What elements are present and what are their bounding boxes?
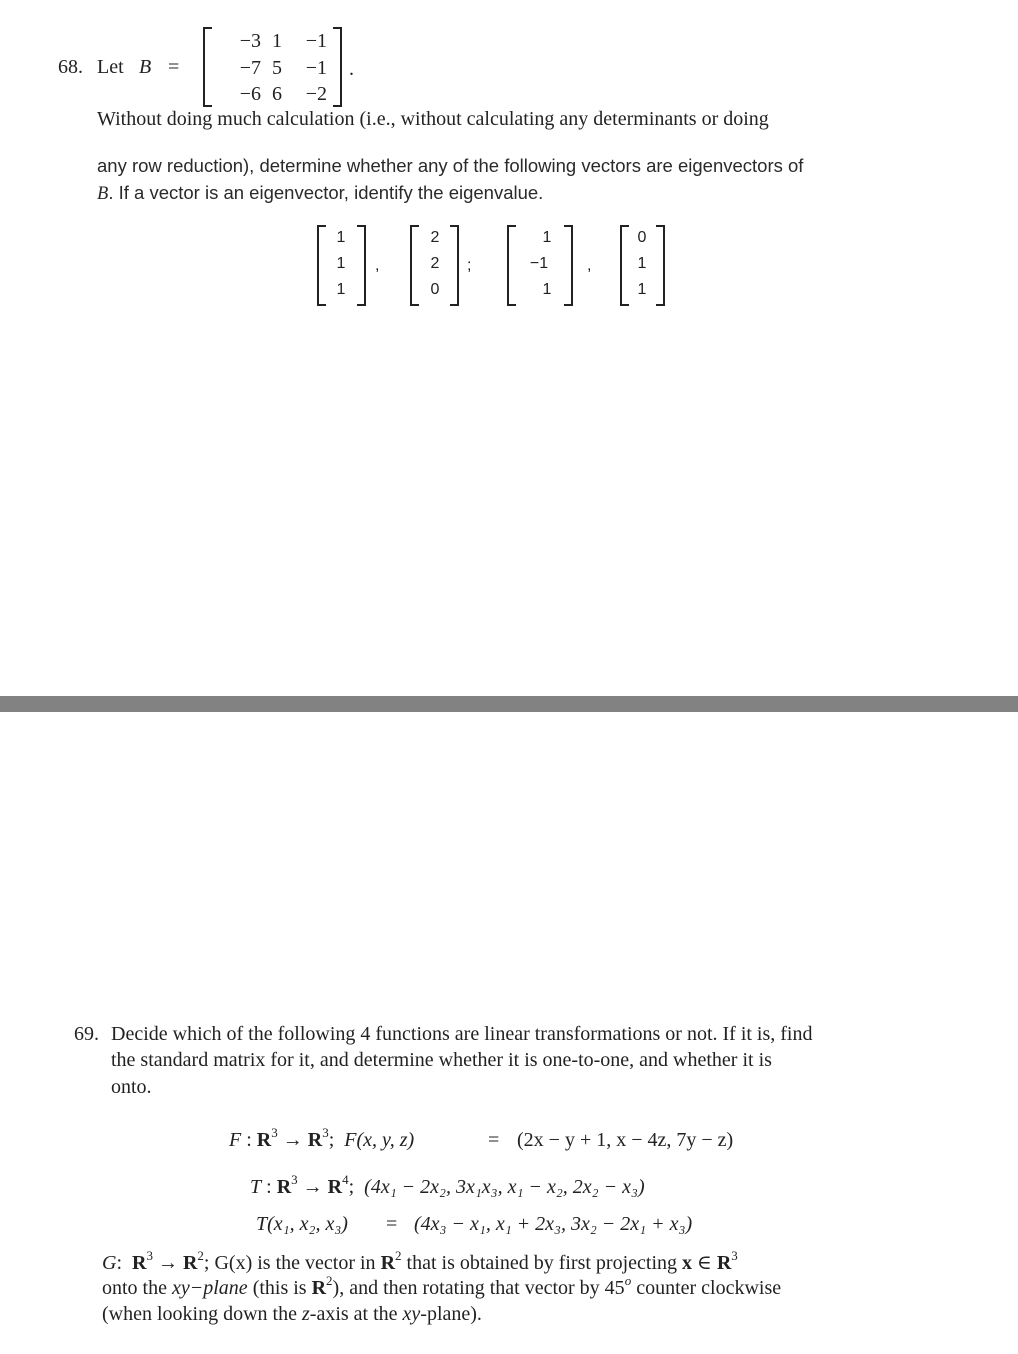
matrix-cell: −2 [305, 83, 327, 105]
arrow: → [152, 1252, 183, 1274]
function-F: F : $R^3 \to R^3$; F(x, y, z) [229, 1125, 415, 1151]
real-space: R [132, 1252, 147, 1274]
function-rhs: (4x₁ − 2x₂, 3x₁x₃, x₁ − x₂, 2x₂ − x₃) [364, 1176, 645, 1198]
text-fragment: . If a vector is an eigenvector, identify the eigenvalue. [108, 182, 544, 203]
text-fragment: ), and then rotating that vector by 45 [332, 1277, 625, 1299]
function-G-line: G: $R^3 \to R^2$; G(x) is the vector in $R^2$ that is obtained by first projecting x ∈ $R^3$ [102, 1248, 738, 1274]
exponent: 4 [342, 1172, 349, 1187]
text-fragment: xy−plane [172, 1277, 248, 1299]
text-line: Decide which of the following 4 functions are linear transformations or not. If it is, find [111, 1023, 813, 1045]
separator: ; [467, 257, 472, 274]
vector-entry: 2 [430, 229, 440, 246]
matrix-cell: −1 [305, 30, 327, 52]
vector-entry: 0 [430, 281, 440, 298]
matrix-cell: −1 [305, 57, 327, 79]
matrix-cell: 1 [272, 30, 282, 52]
equals-sign: = [168, 56, 180, 78]
page-divider [0, 696, 1018, 712]
text-fragment: z [301, 1303, 310, 1325]
vector-entry: 1 [637, 255, 647, 272]
matrix-cell: 6 [272, 83, 282, 105]
text-line: any row reduction), determine whether any of the following vectors are eigenvectors of [97, 155, 804, 176]
function-T: T : $R^3 \to R^4$; (4x₁ − 2x₂, 3x₁x₃, x₁ − x₂, 2x₂ − x₃) [250, 1172, 645, 1198]
exponent: 3 [271, 1125, 278, 1140]
vector-entry: 1 [336, 281, 346, 298]
real-space: R [307, 1129, 323, 1151]
matrix-cell: −6 [239, 83, 261, 105]
text-fragment: -axis at the [309, 1303, 403, 1325]
real-space: R [311, 1277, 327, 1299]
exponent: 2 [197, 1248, 204, 1263]
function-definition: T(x₁, x₂, x₃) [256, 1213, 348, 1235]
real-space: R [380, 1252, 396, 1274]
left-bracket [203, 27, 212, 107]
equals-sign: = [488, 1129, 500, 1151]
vector-entry: 2 [430, 255, 440, 272]
matrix-cell: −3 [239, 30, 261, 52]
vector-x: x [682, 1252, 693, 1274]
text-fragment: G(x) is the vector in [214, 1252, 381, 1274]
colon: : [241, 1129, 257, 1151]
matrix-cell: −7 [239, 57, 261, 79]
text-fragment: (this is [247, 1277, 312, 1299]
exponent: 3 [322, 1125, 329, 1140]
colon: : [261, 1176, 277, 1198]
matrix-cell: 5 [272, 57, 282, 79]
text-fragment: that is obtained by first projecting [401, 1252, 683, 1274]
text-line: onto. [111, 1076, 152, 1098]
equals-sign: = [386, 1213, 398, 1235]
matrix-variable: B [139, 56, 152, 78]
function-name: T [250, 1176, 262, 1198]
right-bracket [656, 225, 665, 306]
problem-number: 69. [74, 1023, 99, 1045]
real-space: R [276, 1176, 292, 1198]
real-space: R [182, 1252, 198, 1274]
text-line [97, 182, 543, 205]
arrow: → [297, 1176, 328, 1198]
let-word: Let [97, 56, 124, 78]
vector-entry: 1 [542, 229, 552, 246]
problem-number: 68. [58, 56, 83, 78]
function-rhs: (4x₃ − x₁, x₁ + 2x₃, 3x₂ − 2x₁ + x₃) [414, 1213, 693, 1235]
vector-entry: 1 [336, 229, 346, 246]
vector-entry: 1 [336, 255, 346, 272]
function-name: G [102, 1252, 117, 1274]
text-fragment: counter clockwise [631, 1277, 782, 1299]
vector-entry: 1 [542, 281, 552, 298]
text-fragment: xy [402, 1303, 421, 1325]
vector-entry: 1 [637, 281, 647, 298]
function-G-line [102, 1303, 482, 1326]
exponent: 2 [395, 1248, 402, 1263]
right-bracket [357, 225, 366, 306]
function-name: F [229, 1129, 242, 1151]
exponent: 2 [326, 1273, 333, 1288]
separator: , [587, 257, 592, 274]
text-line: the standard matrix for it, and determine whether it is one-to-one, and whether it is [111, 1049, 772, 1071]
right-bracket [450, 225, 459, 306]
degree-mark: o [624, 1273, 632, 1288]
function-definition: F(x, y, z) [344, 1129, 415, 1151]
text-line: Without doing much calculation (i.e., without calculating any determinants or doing [97, 108, 769, 130]
text-fragment: -plane). [420, 1303, 482, 1325]
element-of: ∈ [692, 1252, 717, 1274]
exponent: 3 [291, 1172, 298, 1187]
vector-entry: −1 [529, 255, 549, 272]
vector-entry: 0 [637, 229, 647, 246]
exponent: 3 [146, 1248, 153, 1263]
right-bracket [333, 27, 342, 107]
period: . [349, 58, 354, 80]
matrix-variable: B [97, 184, 109, 204]
real-space: R [716, 1252, 732, 1274]
right-bracket [564, 225, 573, 306]
real-space: R [256, 1129, 272, 1151]
arrow: → [277, 1129, 308, 1151]
left-bracket [507, 225, 516, 306]
exponent: 3 [731, 1248, 738, 1263]
text-fragment: (when looking down the [102, 1303, 302, 1325]
function-rhs: (2x − y + 1, x − 4z, 7y − z) [517, 1129, 734, 1151]
separator: , [375, 257, 380, 274]
real-space: R [327, 1176, 343, 1198]
function-G-line [102, 1273, 782, 1300]
text-fragment: onto the [102, 1277, 172, 1299]
